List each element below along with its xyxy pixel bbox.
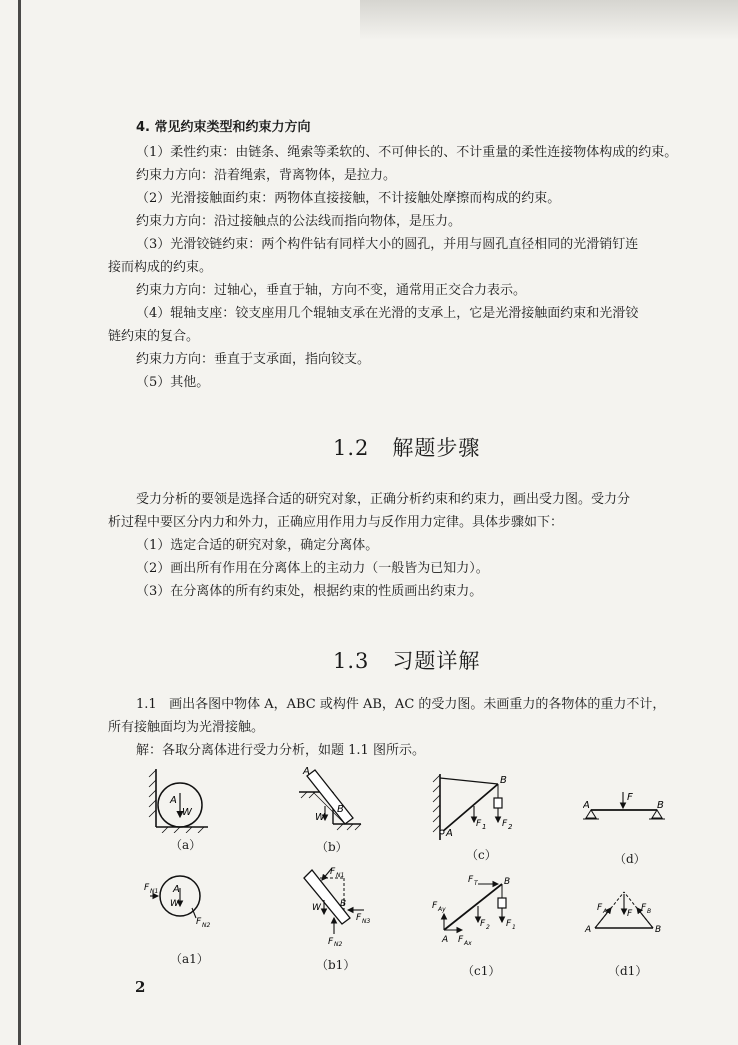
figure-caption: （d）: [614, 852, 646, 866]
label-F2: F: [502, 819, 508, 829]
paragraph-line: （3）在分离体的所有约束处，根据约束的性质画出约束力。: [136, 584, 483, 599]
paragraph-line: 约束力方向：过轴心，垂直于轴，方向不变，通常用正交合力表示。: [136, 283, 527, 298]
paragraph-line: （1）柔性约束：由链条、绳索等柔软的、不可伸长的、不计重量的柔性连接物体构成的约束。: [136, 145, 678, 160]
label-sub2: 2: [486, 924, 490, 931]
label-FAy: F: [432, 901, 438, 911]
figure-caption: （a）: [170, 838, 202, 852]
label-subN1: N1: [150, 888, 159, 895]
label-FN2: F: [196, 917, 202, 927]
label-FT: F: [468, 875, 474, 885]
figure-b: [293, 762, 365, 834]
paragraph-line: （3）光滑铰链约束：两个构件钻有同样大小的圆孔，并用与圆孔直径相同的光滑销钉连: [136, 237, 639, 252]
paragraph-line: 析过程中要区分内力和外力，正确应用作用力与反作用力定律。具体步骤如下：: [108, 515, 564, 530]
figure-b1: [290, 860, 380, 946]
label-A: A: [442, 935, 449, 945]
label-FAx: F: [458, 935, 464, 945]
label-A: A: [583, 800, 590, 811]
label-W: W: [312, 903, 321, 913]
section-title: 1.2 解题步骤: [333, 436, 481, 460]
label-B: B: [500, 775, 507, 786]
label-W: W: [182, 807, 192, 818]
page-number: 2: [135, 978, 146, 996]
label-FA: F: [597, 903, 603, 913]
figure-a: [148, 765, 218, 833]
label-B: B: [655, 925, 662, 935]
figure-d: [583, 788, 667, 824]
label-FN2: F: [328, 937, 334, 946]
figure-caption: （b1）: [316, 958, 356, 972]
label-F2: F: [480, 919, 486, 929]
label-F: F: [627, 909, 633, 919]
paragraph-line: 约束力方向：垂直于支承面，指向铰支。: [136, 352, 371, 367]
paragraph-line: （1）选定合适的研究对象，确定分离体。: [136, 538, 379, 553]
figure-d1: [583, 880, 667, 942]
paragraph-line: 1.1 画出各图中物体 A，ABC 或构件 AB，AC 的受力图。未画重力的各物体的重力不计，: [136, 697, 666, 712]
binding-edge: [18, 0, 21, 1045]
label-subB: B: [647, 908, 652, 915]
scan-smudge: [360, 0, 738, 40]
label-FN3: F: [356, 913, 362, 923]
figure-a1: [140, 866, 220, 930]
paragraph-line: 约束力方向：沿过接触点的公法线而指向物体，是压力。: [136, 214, 462, 229]
label-B: B: [504, 877, 511, 887]
label-F: F: [627, 792, 633, 803]
label-FB: F: [641, 903, 647, 913]
paragraph-line: （5）其他。: [136, 375, 210, 390]
paragraph-line: 约束力方向：沿着绳索，背离物体，是拉力。: [136, 168, 397, 183]
paragraph-line: 链约束的复合。: [108, 329, 200, 344]
label-sub2: 2: [508, 823, 513, 831]
label-B: B: [657, 800, 664, 811]
label-W: W: [315, 812, 325, 823]
label-subN2: N2: [202, 922, 211, 929]
paragraph-line: 所有接触面均为光滑接触。: [108, 720, 265, 735]
label-B: B: [337, 804, 344, 815]
label-FN1: F: [330, 867, 336, 877]
label-subAx: Ax: [464, 940, 472, 947]
label-A: A: [446, 828, 453, 839]
paragraph-line: （2）光滑接触面约束：两物体直接接触，不计接触处摩擦而构成的约束。: [136, 191, 561, 206]
label-A: A: [173, 884, 180, 895]
paragraph-line: 解：各取分离体进行受力分析，如题 1.1 图所示。: [136, 743, 425, 758]
paragraph-line: （4）辊轴支座：铰支座用几个辊轴支承在光滑的支承上，它是光滑接触面约束和光滑铰: [136, 306, 639, 321]
paragraph-line: （2）画出所有作用在分离体上的主动力（一般皆为已知力）。: [136, 561, 489, 576]
label-A: A: [585, 925, 592, 935]
label-B: B: [340, 899, 347, 909]
label-subA: A: [603, 908, 608, 915]
paragraph-line: 受力分析的要领是选择合适的研究对象，正确分析约束和约束力，画出受力图。受力分: [136, 492, 631, 507]
figure-c1: [432, 870, 522, 952]
label-A: A: [303, 766, 310, 777]
label-subN3: N3: [362, 918, 371, 925]
label-subN1: N1: [336, 872, 345, 879]
figure-caption: （b）: [316, 840, 348, 854]
figure-caption: （d1）: [608, 964, 648, 978]
label-A: A: [170, 795, 177, 806]
figure-caption: （c）: [466, 848, 497, 862]
label-FN1: F: [144, 883, 150, 893]
label-subAy: Ay: [438, 906, 446, 913]
paragraph-line: 接而构成的约束。: [108, 260, 213, 275]
constraints-heading: 4. 常见约束类型和约束力方向: [136, 120, 311, 135]
figure-caption: （a1）: [170, 952, 209, 966]
label-subN2: N2: [334, 941, 343, 946]
figure-c: [428, 770, 518, 844]
figure-caption: （c1）: [462, 964, 501, 978]
label-sub1: 1: [482, 823, 487, 831]
label-F1: F: [506, 919, 512, 929]
label-sub1: 1: [512, 924, 516, 931]
section-title: 1.3 习题详解: [333, 649, 481, 673]
label-subT: T: [474, 880, 478, 887]
label-F1: F: [476, 819, 482, 829]
label-W: W: [170, 899, 179, 909]
